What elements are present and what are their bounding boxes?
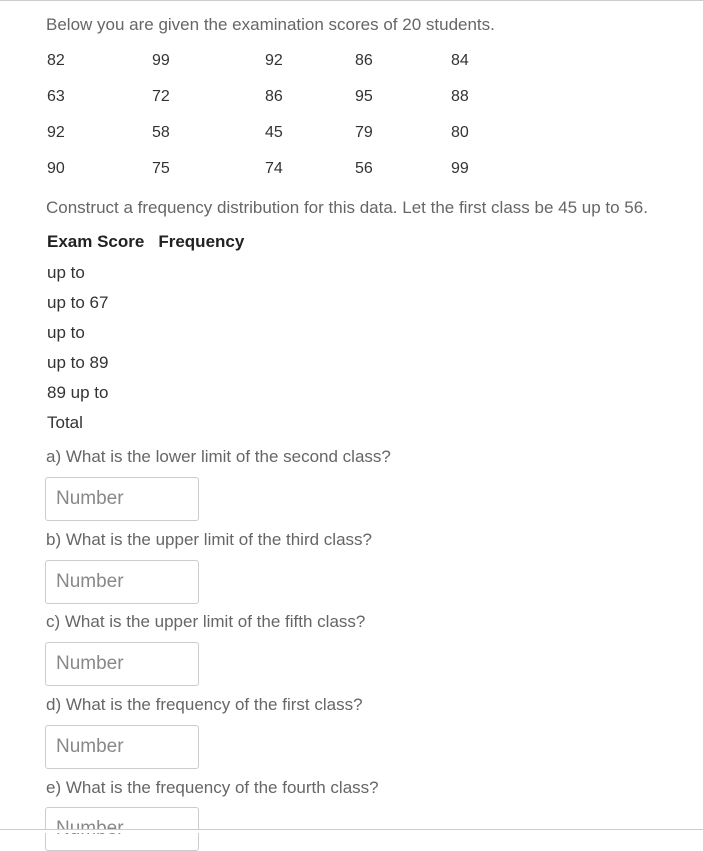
frequency-row: up to <box>47 323 85 342</box>
frequency-table <box>47 232 244 442</box>
frequency-row: 89 up to <box>47 383 109 402</box>
question-a-label: a) What is the lower limit of the second class? <box>46 447 391 466</box>
intro-text: Below you are given the examination scores of 20 students. <box>46 15 495 34</box>
question-b-input[interactable] <box>45 560 199 604</box>
score-cell: 99 <box>152 52 170 69</box>
frequency-row: up to <box>47 263 85 282</box>
score-cell: 75 <box>152 160 170 177</box>
question-a-input[interactable] <box>45 477 199 521</box>
instruction-text: Construct a frequency distribution for this data. Let the first class be 45 up to 56. <box>46 198 648 217</box>
frequency-table-header <box>47 232 244 262</box>
score-cell: 74 <box>265 160 283 177</box>
score-cell: 56 <box>355 160 373 177</box>
question-b-label: b) What is the upper limit of the third class? <box>46 530 372 549</box>
question-e-label: e) What is the frequency of the fourth class? <box>46 778 379 797</box>
score-cell: 90 <box>47 160 65 177</box>
header-exam-score: Exam Score <box>47 232 145 251</box>
score-cell: 95 <box>355 88 373 105</box>
score-cell: 86 <box>265 88 283 105</box>
score-cell: 86 <box>355 52 373 69</box>
top-divider <box>0 0 703 5</box>
frequency-row: up to 67 <box>47 293 109 312</box>
question-d-label: d) What is the frequency of the first class? <box>46 695 363 714</box>
question-c-input[interactable] <box>45 642 199 686</box>
score-cell: 99 <box>451 160 469 177</box>
score-cell: 72 <box>152 88 170 105</box>
score-cell: 82 <box>47 52 65 69</box>
score-cell: 45 <box>265 124 283 141</box>
score-cell: 92 <box>47 124 65 141</box>
score-cell: 80 <box>451 124 469 141</box>
score-cell: 84 <box>451 52 469 69</box>
question-d-input[interactable] <box>45 725 199 769</box>
question-c-label: c) What is the upper limit of the fifth class? <box>46 612 366 631</box>
score-cell: 63 <box>47 88 65 105</box>
score-cell: 88 <box>451 88 469 105</box>
header-frequency: Frequency <box>158 232 245 251</box>
score-cell: 79 <box>355 124 373 141</box>
bottom-divider <box>0 829 703 833</box>
score-cell: 92 <box>265 52 283 69</box>
frequency-row: up to 89 <box>47 353 109 372</box>
score-cell: 58 <box>152 124 170 141</box>
frequency-row-total: Total <box>47 413 83 432</box>
